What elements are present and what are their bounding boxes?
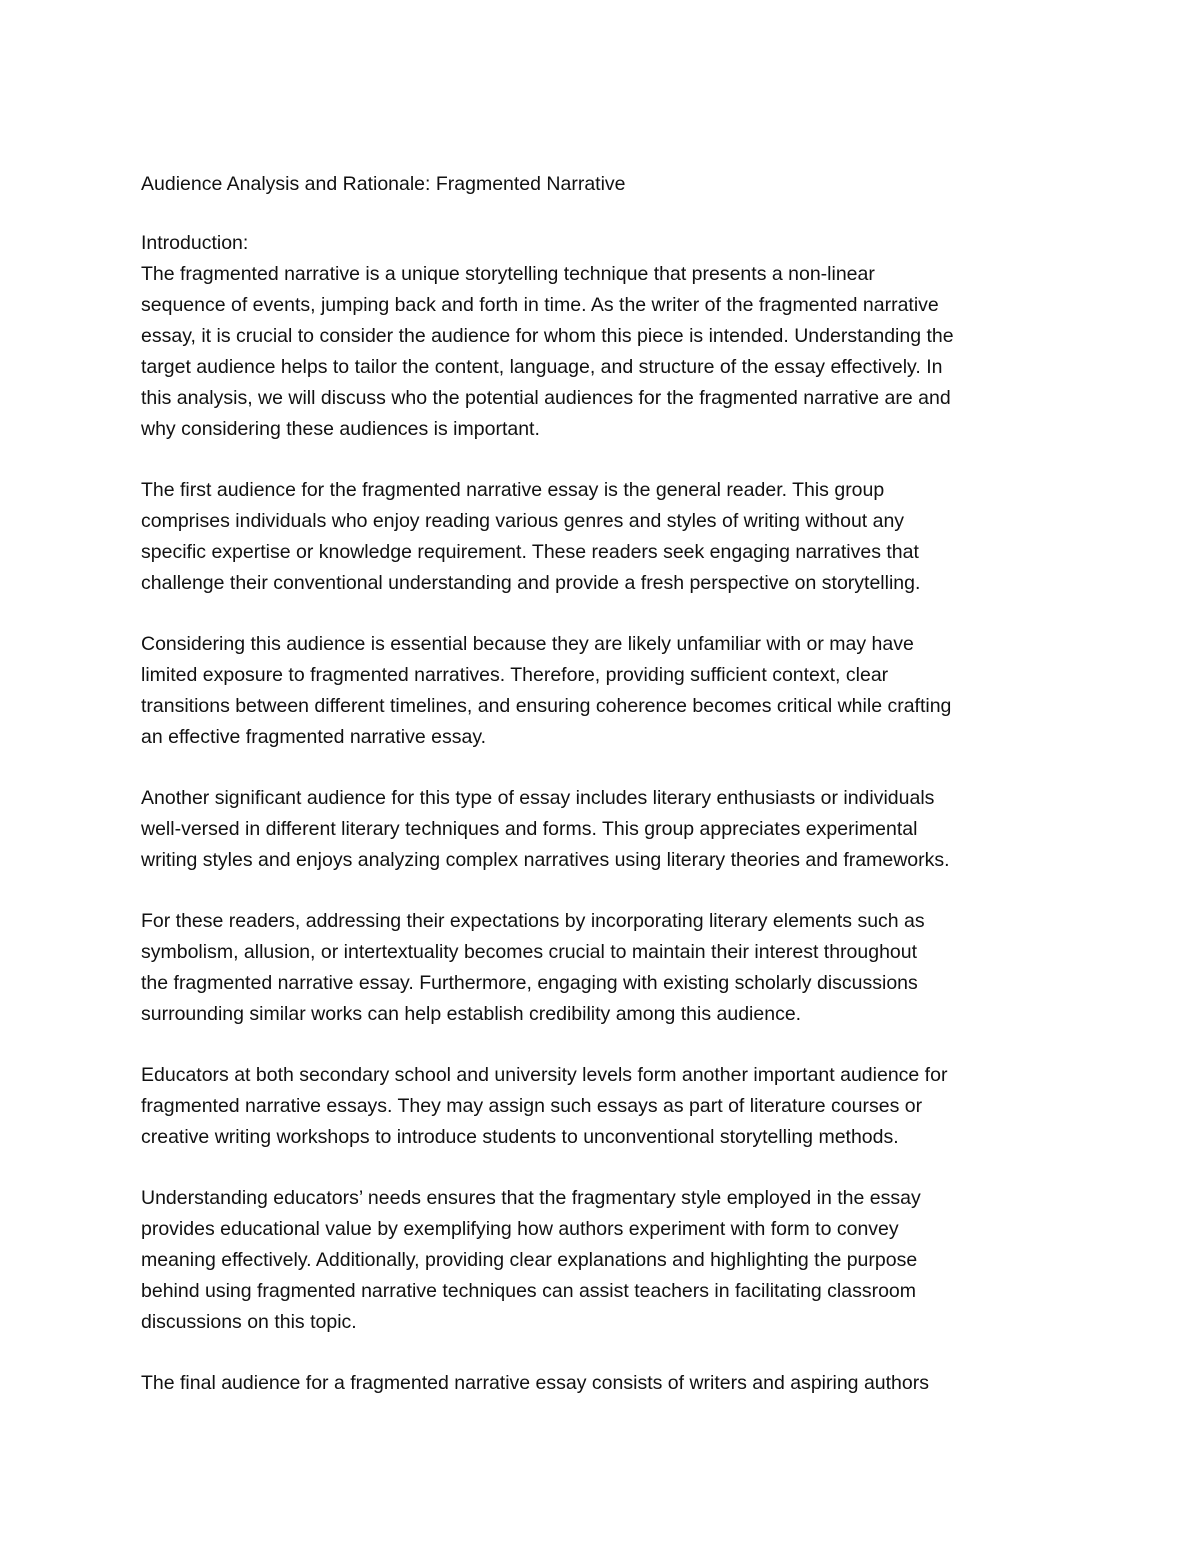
paragraph-line: Understanding educators’ needs ensures that the fragmentary style employed in the essay: [141, 1187, 921, 1209]
paragraph-line: essay, it is crucial to consider the audience for whom this piece is intended. Understanding the: [141, 325, 954, 347]
paragraph-line: fragmented narrative essays. They may assign such essays as part of literature courses or: [141, 1095, 923, 1117]
paragraph-line: Educators at both secondary school and university levels form another important audience for: [141, 1064, 948, 1086]
paragraph-line: Considering this audience is essential because they are likely unfamiliar with or may have: [141, 633, 914, 655]
paragraph-line: sequence of events, jumping back and forth in time. As the writer of the fragmented narrative: [141, 294, 939, 316]
paragraph-line: well-versed in different literary techniques and forms. This group appreciates experimental: [141, 818, 918, 840]
paragraph-line: comprises individuals who enjoy reading various genres and styles of writing without any: [141, 510, 905, 532]
paragraph-line: an effective fragmented narrative essay.: [141, 726, 487, 748]
paragraph-line: symbolism, allusion, or intertextuality becomes crucial to maintain their interest throughout: [141, 941, 918, 963]
paragraph-line: For these readers, addressing their expectations by incorporating literary elements such as: [141, 910, 925, 932]
paragraph-line: target audience helps to tailor the content, language, and structure of the essay effectively. In: [141, 356, 943, 378]
paragraph-literary-enthusiasts: [141, 783, 1071, 876]
paragraph-line: meaning effectively. Additionally, providing clear explanations and highlighting the purpose: [141, 1249, 918, 1271]
paragraph-line: the fragmented narrative essay. Furthermore, engaging with existing scholarly discussions: [141, 972, 918, 994]
paragraph-general-reader: [141, 475, 1071, 599]
document-title: Audience Analysis and Rationale: Fragmented Narrative: [141, 173, 626, 195]
paragraph-line: transitions between different timelines, and ensuring coherence becomes critical while crafting: [141, 695, 952, 717]
paragraph-line: this analysis, we will discuss who the potential audiences for the fragmented narrative are and: [141, 387, 951, 409]
intro-heading: Introduction:: [141, 232, 249, 254]
paragraph-line: discussions on this topic.: [141, 1311, 357, 1333]
paragraph-line: The first audience for the fragmented narrative essay is the general reader. This group: [141, 479, 885, 501]
paragraph-writers: [141, 1368, 1071, 1399]
paragraph-line: writing styles and enjoys analyzing complex narratives using literary theories and frameworks.: [141, 849, 950, 871]
paragraph-educators-considerations: [141, 1183, 1071, 1338]
paragraph-line: provides educational value by exemplifying how authors experiment with form to convey: [141, 1218, 899, 1240]
paragraph-literary-enthusiasts-considerations: [141, 906, 1071, 1030]
paragraph-line: surrounding similar works can help establish credibility among this audience.: [141, 1003, 802, 1025]
paragraph-educators: [141, 1060, 1071, 1153]
paragraph-line: The fragmented narrative is a unique storytelling technique that presents a non-linear: [141, 263, 875, 285]
paragraph-line: why considering these audiences is important.: [141, 418, 540, 440]
paragraph-line: Another significant audience for this type of essay includes literary enthusiasts or individuals: [141, 787, 935, 809]
paragraph-line: limited exposure to fragmented narratives. Therefore, providing sufficient context, clear: [141, 664, 889, 686]
paragraph-line: specific expertise or knowledge requirement. These readers seek engaging narratives that: [141, 541, 919, 563]
paragraph-general-reader-considerations: [141, 629, 1071, 753]
paragraph-line: behind using fragmented narrative techniques can assist teachers in facilitating classroom: [141, 1280, 917, 1302]
paragraph-intro: [141, 259, 1071, 445]
paragraph-line: creative writing workshops to introduce students to unconventional storytelling methods.: [141, 1126, 899, 1148]
paragraph-line: challenge their conventional understanding and provide a fresh perspective on storytelling.: [141, 572, 921, 594]
document-body: [141, 169, 1071, 1429]
paragraph-line: The final audience for a fragmented narrative essay consists of writers and aspiring authors: [141, 1372, 929, 1394]
